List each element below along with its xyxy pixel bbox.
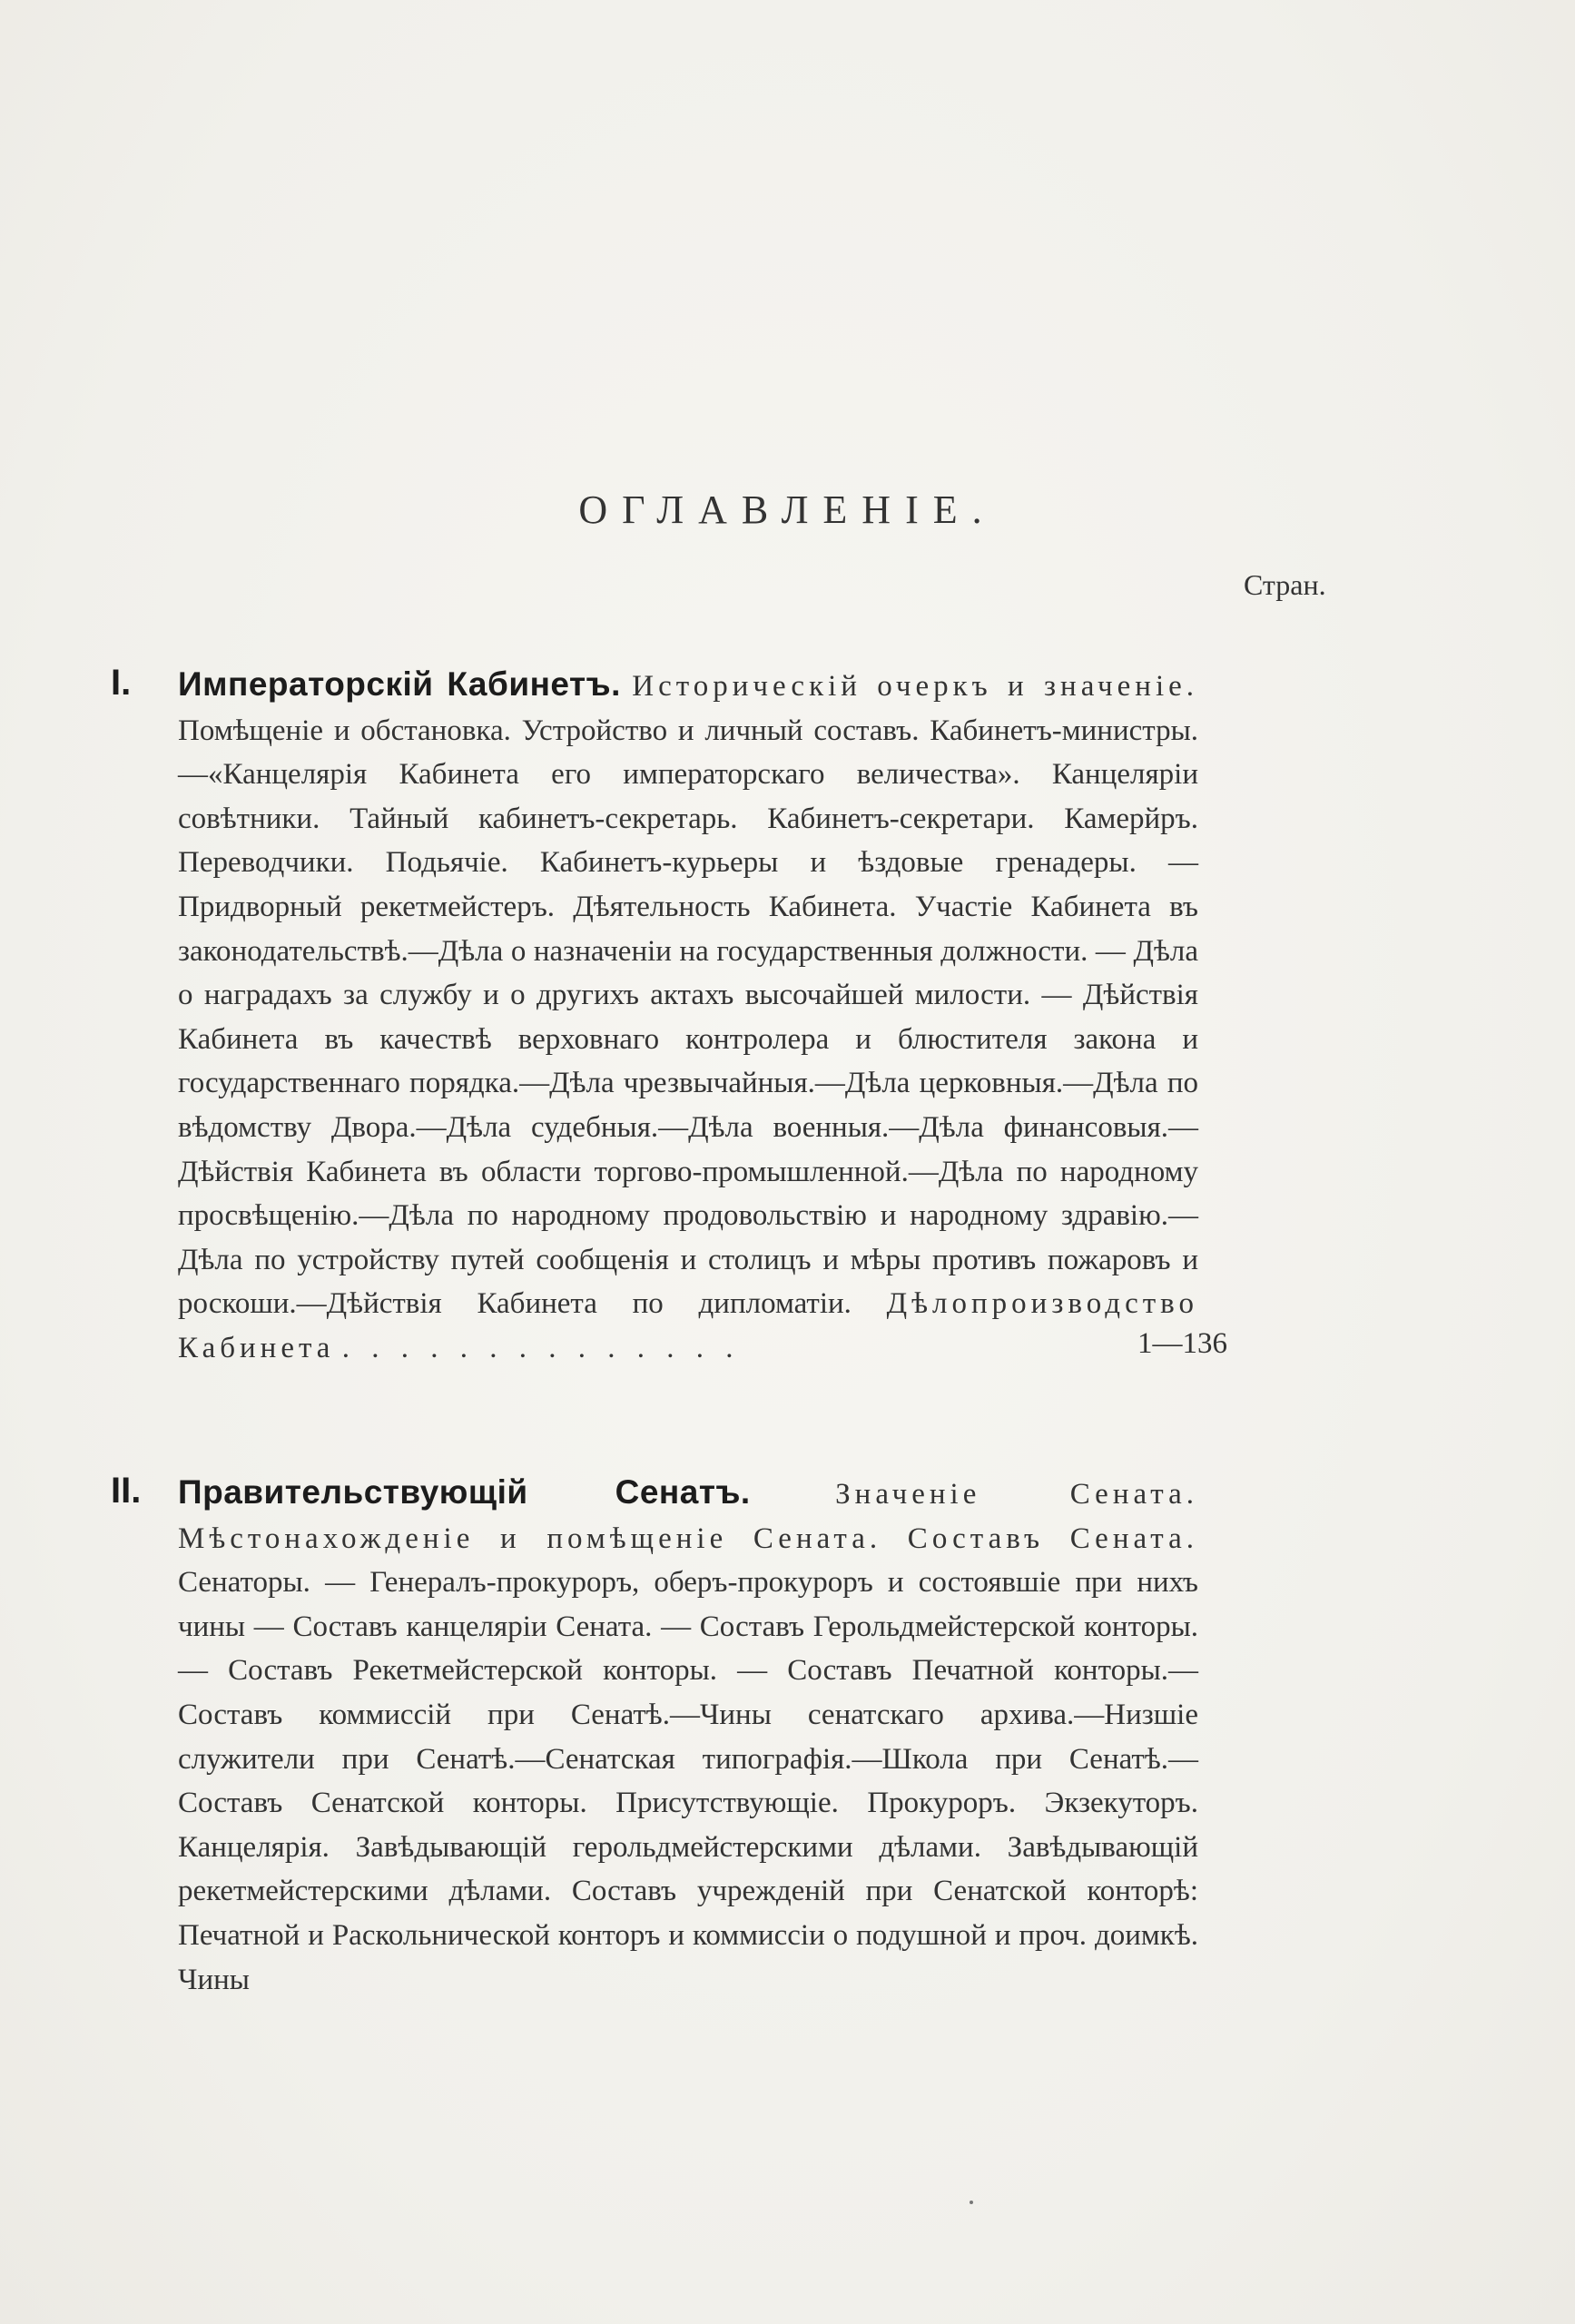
toc-entry	[111, 663, 1227, 1371]
section-tail: Дѣлопроизводство Кабинета	[178, 1287, 1198, 1364]
section-heading: Правительствующій Сенатъ.	[178, 1473, 751, 1511]
dot-leader: . . . . . . . . . . . . . .	[341, 1331, 741, 1364]
section-lead: Историческій очеркъ и значеніе.	[632, 670, 1199, 703]
page-column-label: Стран.	[1244, 568, 1326, 601]
entry-body	[178, 1471, 1198, 2002]
entry-body	[178, 663, 1198, 1371]
page-title: ОГЛАВЛЕНІЕ.	[578, 487, 997, 532]
section-numeral: II.	[111, 1471, 142, 1511]
section-text: Помѣщеніе и обстановка. Устройство и личный составъ. Кабинетъ-министры.—«Канцелярія Кабинета его императорскаго величества». Канцеляріи совѣтники. Тайный кабинетъ-секретарь. Кабинетъ-секретари. Камерйръ. Переводчики. Подьячіе. Кабинетъ-курьеры и ѣздовые гренадеры. — Придворный рекетмейстеръ. Дѣятельность Кабинета. Участіе Кабинета въ законодательствѣ.—Дѣла о назначеніи на государственныя должности. — Дѣла о наградахъ за службу и о другихъ актахъ высочайшей милости. — Дѣйствія Кабинета въ качествѣ верховнаго контролера и блюстителя закона и государственнаго порядка.—Дѣла чрезвычайныя.—Дѣла церковныя.—Дѣла по вѣдомству Двора.—Дѣла судебныя.—Дѣла военныя.—Дѣла финансовыя.—Дѣйствія Кабинета въ области торгово-промышленной.—Дѣла по народному просвѣщенію.—Дѣла по народному продовольствію и народному здравію.—Дѣла по устройству путей сообщенія и столицъ и мѣры противъ пожаровъ и роскоши.—Дѣйствія Кабинета по дипломатіи.	[178, 714, 1198, 1321]
section-text: Сенаторы. — Генералъ-прокуроръ, оберъ-прокуроръ и состоявшіе при нихъ чины — Составъ канцеляріи Сената. — Составъ Герольдмейстерской конторы. — Составъ Рекетмейстерской конторы. — Составъ Печатной конторы.—Составъ коммиссій при Сенатѣ.—Чины сенатскаго архива.—Низшіе служители при Сенатѣ.—Сенатская типографія.—Школа при Сенатѣ.—Составъ Сенатской конторы. Присутствующіе. Прокуроръ. Экзекуторъ. Канцелярія. Завѣдывающій герольдмейстерскими дѣлами. Завѣдывающій рекетмейстерскими дѣлами. Составъ учрежденій при Сенатской конторѣ: Печатной и Раскольнической конторъ и коммиссіи о подушной и проч. доимкѣ. Чины	[178, 1566, 1198, 1996]
toc-entry	[111, 1471, 1227, 2002]
paper-speck	[970, 2201, 973, 2204]
section-lead: Значеніе Сената. Мѣстонахожденіе и помѣщеніе Сената. Составъ Сената.	[178, 1478, 1199, 1555]
section-numeral: I.	[111, 663, 132, 703]
page-reference: 1—136	[1137, 1327, 1227, 1360]
section-heading: Императорскій Кабинетъ.	[178, 665, 621, 703]
